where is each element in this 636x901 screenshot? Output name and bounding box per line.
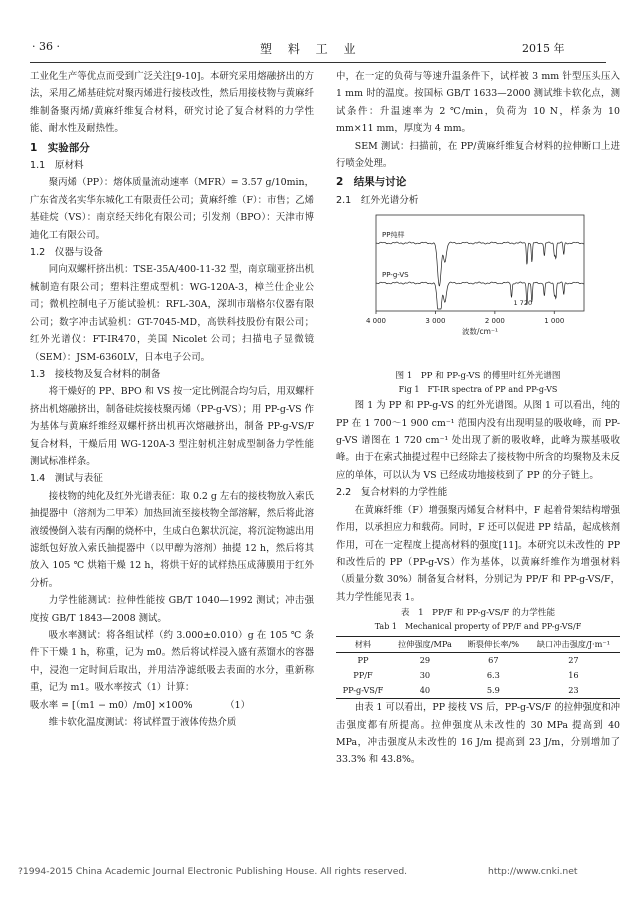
subsection-heading-materials: 1.1 原材料 [30, 160, 84, 172]
section-heading-experiment: 1 实验部分 [30, 141, 90, 154]
materials-paragraph: 聚丙烯（PP）：熔体质量流动速率（MFR）= 3.57 g/10min，广东省茂名实华东城化工有限责任公司；黄麻纤维（F）：市售；乙烯基硅烷（VS）：南京经天纬化有限公司；引发剂（BPO）：天津市博迪化工有限公司。 [30, 177, 314, 241]
mechanical-property-table [336, 636, 620, 699]
testing-paragraph-vicat: 维卡软化温度测试：将试样置于液体传热介质 [48, 717, 237, 729]
section-heading-results: 2 结果与讨论 [336, 176, 407, 189]
journal-name: 塑 料 工 业 [260, 42, 362, 56]
series-label: PP-g-VS [382, 271, 409, 280]
testing-paragraph-mechanical: 力学性能测试：拉伸性能按 GB/T 1040—1992 测试；冲击强度按 GB/T 1843—2008 测试。 [30, 595, 314, 624]
page-number: · 36 · [32, 40, 60, 53]
table-header-cell: 断裂伸长率/% [460, 637, 527, 653]
table-header-cell: 拉伸强度/MPa [390, 637, 460, 653]
table-header-cell: 缺口冲击强度/J·m⁻¹ [527, 637, 620, 653]
ir-figure [336, 209, 620, 369]
water-absorption-formula: 吸水率 = [（m1 − m0）/m0] ×100% （1） [30, 699, 251, 711]
table-cell: 40 [390, 683, 460, 699]
ir-spectrum-chart [336, 209, 620, 337]
ir-discussion-paragraph: 图 1 为 PP 和 PP-g-VS 的红外光谱图。从图 1 可以看出，纯的 PP 在 1 700～1 900 cm⁻¹ 范围内没有出现明显的吸收峰，而 PP-g-VS 谱图在 1 720 cm⁻¹ 处出现了新的吸收峰，此峰为羰基吸收峰。由于在索式抽提过程中已经除去了接枝物中所含的均聚物及未反应的单体，可以认为 VS 已经成功地接枝到了 PP 的分子链上。 [336, 400, 620, 481]
testing-paragraph-water: 吸水率测试：将各组试样（约 3.000±0.010）g 在 105 ℃ 条件下干燥 1 h，称重，记为 m0。然后将试样浸入盛有蒸馏水的容器中，浸泡一定时间后取出，并用洁净滤纸吸去表面的水分，重新称重，记为 m1。吸水率按式（1）计算： [30, 630, 314, 694]
series-label: PP纯样 [382, 231, 405, 240]
subsection-heading-equipment: 1.2 仪器与设备 [30, 247, 103, 259]
table-cell: 29 [419, 655, 431, 666]
table-row [336, 683, 620, 699]
table-header-cell: 材料 [336, 637, 390, 653]
table-cell: 6.3 [486, 670, 500, 681]
journal-year: 2015 年 [522, 42, 565, 55]
figure-caption-cn: 图 1 PP 和 PP-g-VS 的傅里叶红外光谱图 [395, 371, 561, 382]
table-discussion-paragraph: 由表 1 可以看出，PP 接枝 VS 后，PP-g-VS/F 的拉伸强度和冲击强度都有所提高。拉伸强度从未改性的 30 MPa 提高到 40 MPa，冲击强度从未改性的 16 J/m 提高到 23 J/m，分别增加了 33.3% 和 43.8%。 [336, 702, 620, 766]
table-cell: PP-g-VS/F [336, 683, 390, 699]
copyright-notice: ?1994-2015 China Academic Journal Electronic Publishing House. All rights reserved. [18, 866, 408, 877]
table-cell: 30 [419, 670, 431, 681]
subsection-heading-mechanical: 2.2 复合材料的力学性能 [336, 487, 448, 499]
table-caption-en: Tab 1 Mechanical property of PP/F and PP-g-VS/F [374, 622, 582, 632]
table-cell: 23 [527, 683, 620, 699]
page-footer [18, 866, 618, 877]
x-tick-label: 4 000 [365, 317, 387, 326]
figure-caption-en: Fig 1 FT-IR spectra of PP and PP-g-VS [398, 385, 558, 395]
sem-paragraph: SEM 测试：扫描前，在 PP/黄麻纤维复合材料的拉伸断口上进行喷金处理。 [336, 140, 620, 170]
table-caption-cn: 表 1 PP/F 和 PP-g-VS/F 的力学性能 [400, 608, 556, 619]
table-row [336, 668, 620, 683]
table-cell: 27 [568, 655, 579, 666]
subsection-heading-preparation: 1.3 接枝物及复合材料的制备 [30, 368, 161, 380]
x-axis-label: 波数/cm⁻¹ [462, 327, 498, 337]
equipment-paragraph: 同向双螺杆挤出机：TSE-35A/400-11-32 型，南京瑞亚挤出机械制造有限公司；塑料注塑成型机：WG-120A-3，樟兰仕企业公司；微机控制电子万能试验机：RFL-30A，深圳市瑞格尔仪器有限公司；数字冲击试验机：GT-7045-MD，高铁科技股份有限公司；红外光谱仪：FT-IR470，美国 Nicolet 公司；扫描电子显微镜（SEM）：JSM-6360LV，日本电子公司。 [30, 264, 314, 363]
peak-annotation: 1 720 [513, 299, 533, 308]
x-tick-label: 2 000 [484, 317, 505, 326]
header-rule [30, 62, 606, 63]
spectrum-line-pp [376, 242, 584, 286]
mechanical-paragraph: 在黄麻纤维（F）增强聚丙烯复合材料中，F 起着骨架结构增强作用，以承担应力和载荷。同时，F 还可以促进 PP 结晶，起成核剂作用，可在一定程度上提高材料的强度[11]。本研究以未改性的 PP 和改性后的 PP（PP-g-VS）作为基体，以黄麻纤维作为增强材料（质量分数 30%）制备复合材料，分别记为 PP/F 和 PP-g-VS/F，其力学性能见表 1。 [336, 504, 620, 603]
table-cell: 67 [488, 655, 499, 666]
spectrum-line-pp-g-vs [376, 282, 584, 309]
subsection-heading-ir: 2.1 红外光谱分析 [336, 194, 419, 206]
table-row [336, 653, 620, 669]
testing-paragraph-ir: 接枝物的纯化及红外光谱表征：取 0.2 g 左右的接枝物放入索氏抽提器中（溶剂为二甲苯）加热回流至接枝物全部溶解，然后将此溶液缓慢倒入装有丙酮的烧杯中，生成白色絮状沉淀，将沉淀物滤出用滤纸包好放入索氏抽提器中（以甲醇为溶剂）抽提 12 h，然后将其放入 105 ℃ 烘箱干燥 12 h，将烘干好的试样热压成薄膜用于红外分析。 [30, 490, 314, 589]
vicat-continued-paragraph: 中，在一定的负荷与等速升温条件下，试样被 3 mm 针型压头压入 1 mm 时的温度。按国标 GB/T 1633—2000 测试维卡软化点，测试条件：升温速率为 2 ℃/min，负荷为 10 N，样条为 10 mm×11 mm，厚度为 4 mm。 [336, 71, 620, 135]
left-column [30, 68, 314, 731]
plot-frame [376, 215, 584, 311]
footer-url: http://www.cnki.net [488, 866, 578, 877]
x-tick-label: 1 000 [544, 317, 565, 326]
table-cell: 16 [568, 670, 579, 681]
intro-paragraph: 工业化生产等优点而受到广泛关注[9-10]。本研究采用熔融挤出的方法，采用乙烯基硅烷对聚丙烯进行接枝改性，然后用接枝物与黄麻纤维制备聚丙烯/黄麻纤维复合材料，研究讨论了复合材料的力学性能、耐水性及耐热性。 [30, 71, 314, 135]
subsection-heading-testing: 1.4 测试与表征 [30, 473, 103, 485]
table-cell: PP [357, 655, 369, 666]
table-header-row [336, 637, 620, 653]
table-cell: PP/F [353, 670, 373, 681]
table-cell: 5.9 [460, 683, 527, 699]
preparation-paragraph: 将干燥好的 PP、BPO 和 VS 按一定比例混合均匀后，用双螺杆挤出机熔融挤出，制备硅烷接枝聚丙烯（PP-g-VS）；用 PP-g-VS 作为基体与黄麻纤维经双螺杆挤出机再次熔融挤出，制备 PP-g-VS/F 复合材料，干燥后用 WG-120A-3 型注射机注射成型制备力学性能测试标准样条。 [30, 386, 314, 467]
right-column [336, 68, 620, 769]
x-tick-label: 3 000 [425, 317, 446, 326]
page-header [30, 40, 570, 56]
